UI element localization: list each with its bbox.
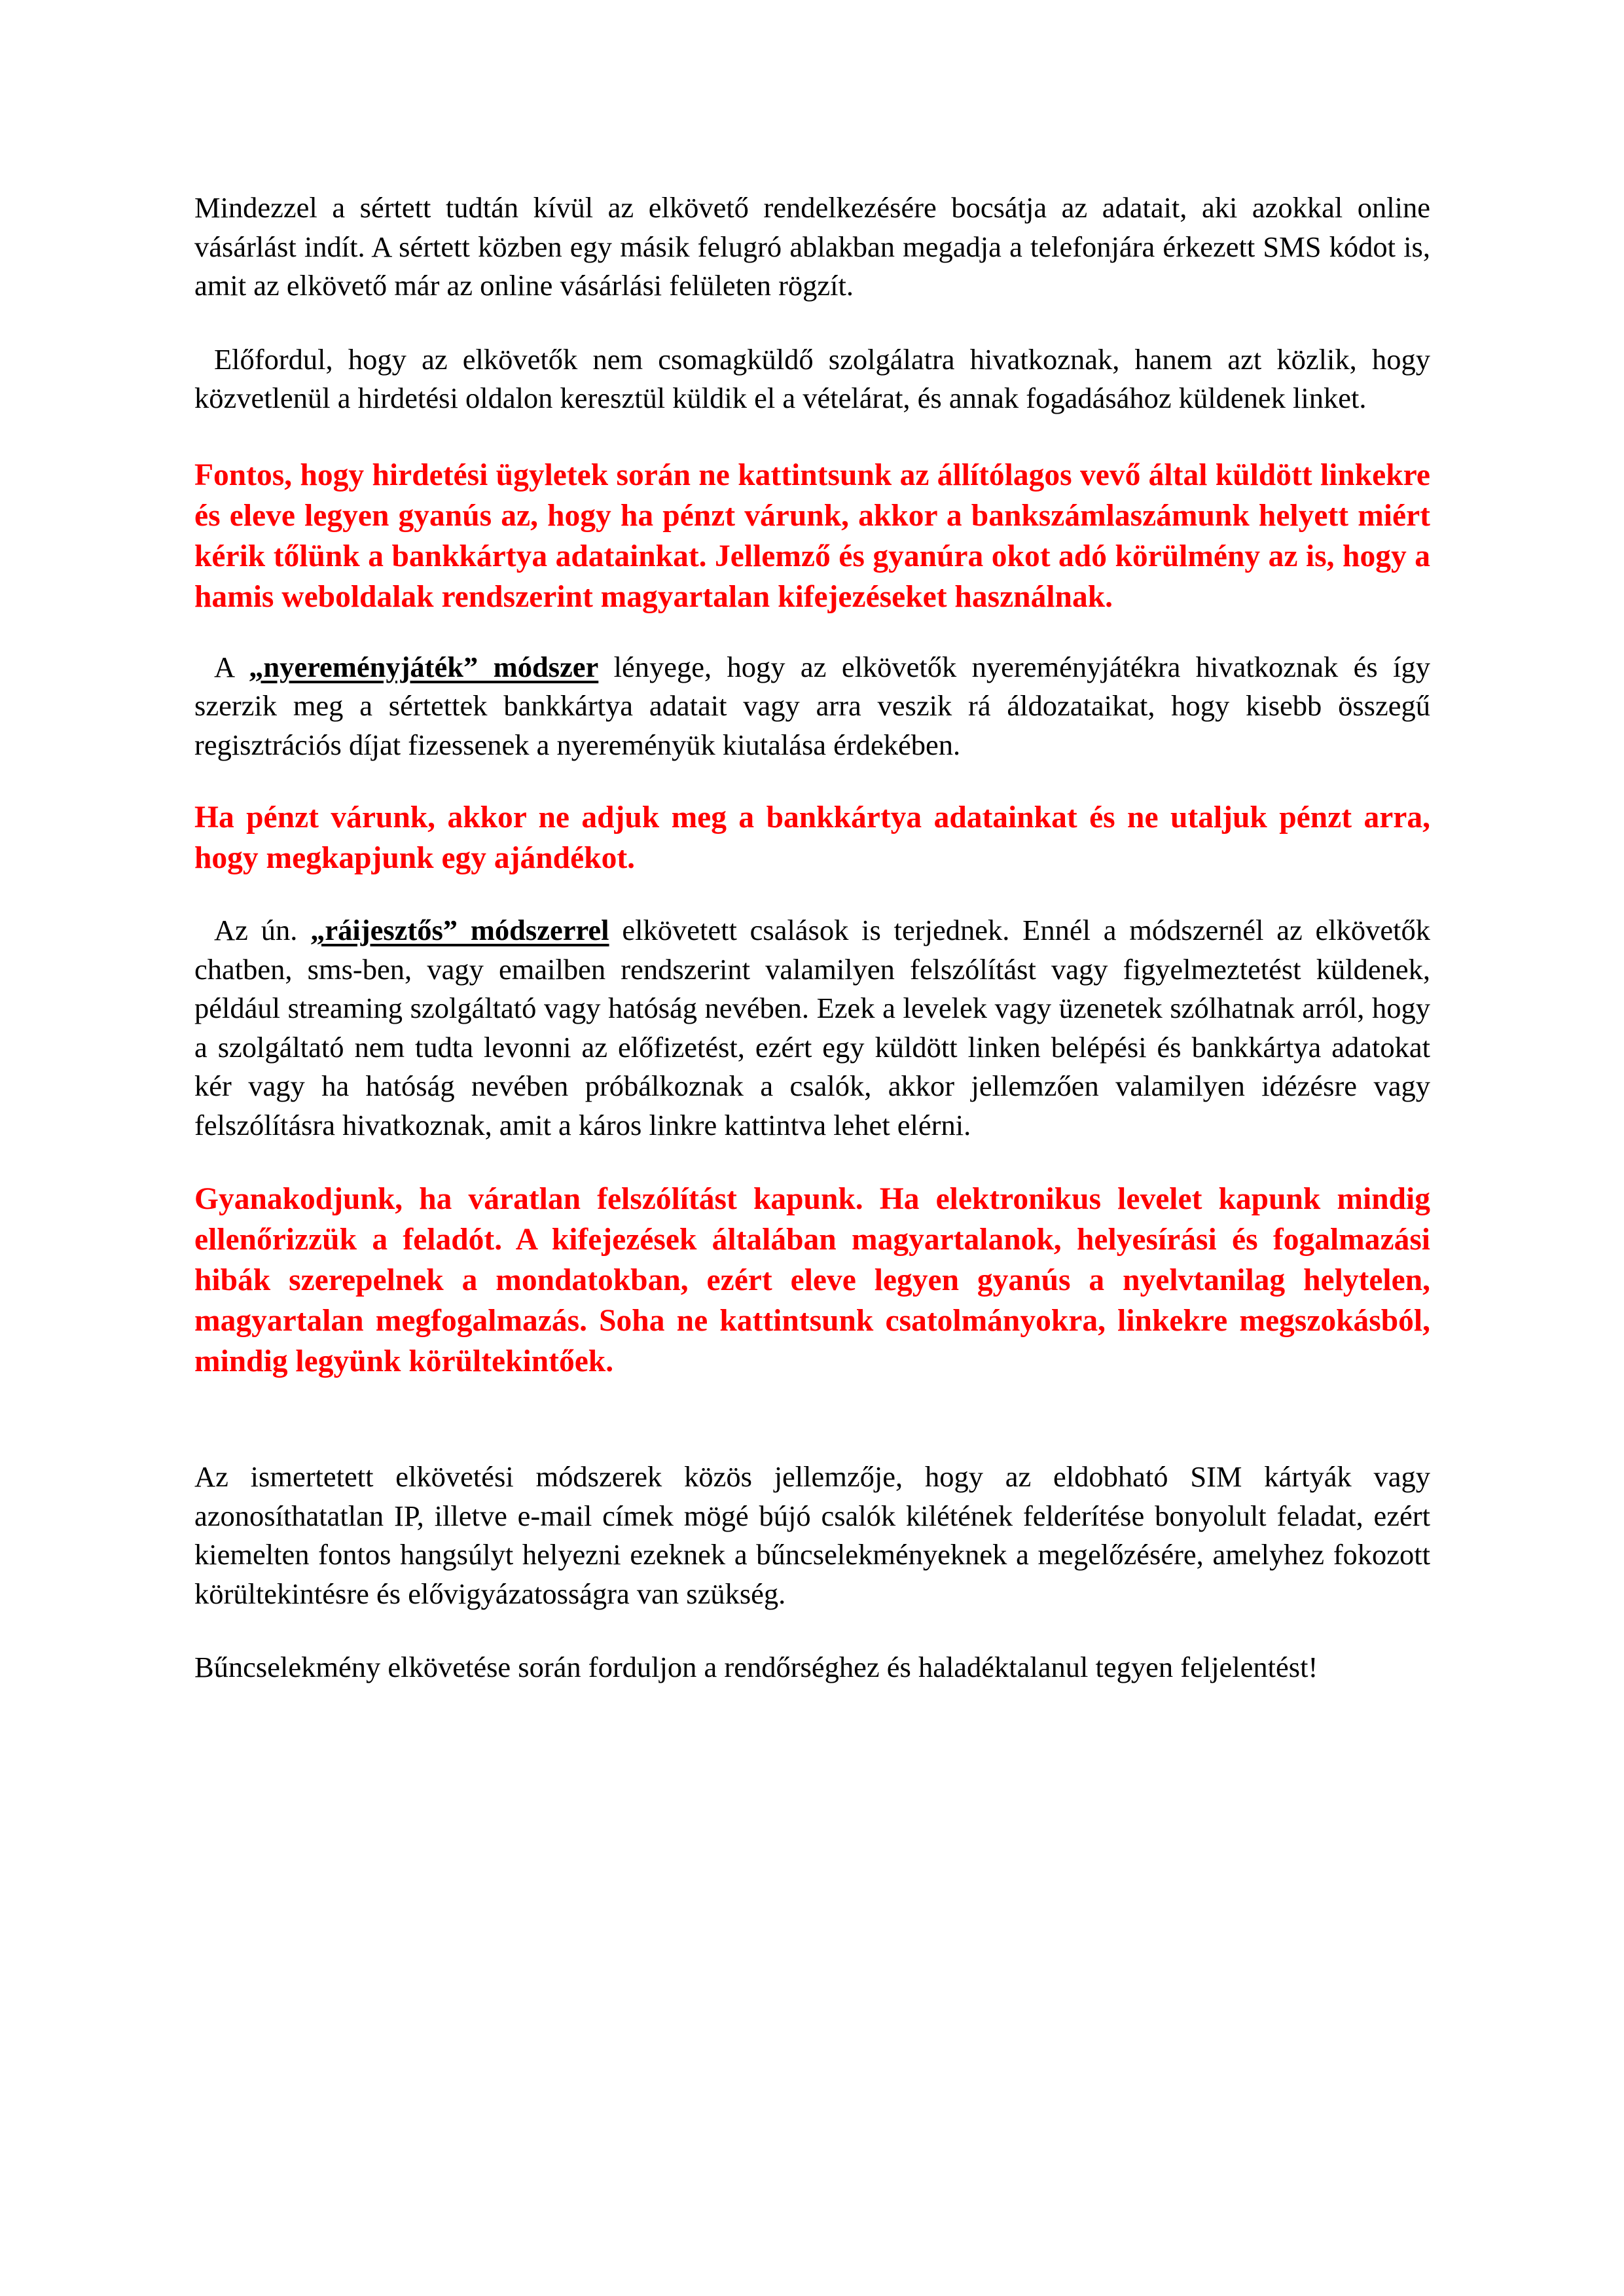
paragraph-direct-payment: Előfordul, hogy az elkövetők nem csomagküldő szolgálatra hivatkoznak, hanem azt közlik, hogy közvetlenül a hirdetési oldalon keresztül küldik el a vételárat, és annak fogadásához küldenek linket.: [194, 342, 1430, 414]
warning-suspicious-messages: Gyanakodjunk, ha váratlan felszólítást kapunk. Ha elektronikus levelet kapunk mindig ellenőrizzük a feladót. A kifejezések általában magyartalanok, helyesírási és fogalmazási hibák szerepelnek a mondatokban, ezért eleve legyen gyanús a nyelvtanilag helytelen, magyartalan megfogalmazás. Soha ne kattintsunk csatolmányokra, linkekre megszokásból, mindig legyünk körültekintőek.: [194, 1182, 1430, 1378]
warning-gift: Ha pénzt várunk, akkor ne adjuk meg a bankkártya adatainkat és ne utaljuk pénzt arra, hogy megkapjunk egy ajándékot.: [194, 800, 1430, 875]
warning-ad-links: Fontos, hogy hirdetési ügyletek során ne kattintsunk az állítólagos vevő által küldött linkekre és eleve legyen gyanús az, hogy ha pénzt várunk, akkor a bankszámlaszámunk helyett miért kérik tőlünk a bankkártya adatainkat. Jellemző és gyanúra okot adó körülmény az is, hogy a hamis weboldalak rendszerint magyartalan kifejezéseket használnak.: [194, 457, 1430, 614]
scare-method-term: „ráijesztős” módszerrel: [310, 914, 609, 946]
prize-game-term: „nyereményjáték” módszer: [249, 650, 599, 683]
scare-intro: Az ún.: [214, 914, 298, 946]
paragraph-report-police: Bűncselekmény elkövetése során forduljon a rendőrséghez és haladéktalanul tegyen feljelentést!: [194, 1651, 1318, 1683]
prize-body: lényege, hogy az elkövetők nyereményjátékra hivatkoznak és így szerzik meg a sértettek bankkártya adatait vagy arra veszik rá áldozataikat, hogy kisebb összegű regisztrációs díjat fizessenek a nyereményük kiutalása érdekében.: [194, 650, 1431, 761]
prize-intro: A: [214, 650, 234, 683]
scare-body: elkövetett csalások is terjednek. Ennél a módszernél az elkövetők chatben, sms-ben, vagy emailben rendszerint valamilyen felszólítást vagy figyelmeztetést küldenek, például streaming szolgáltató vagy hatóság nevében. Ezek a levelek vagy üzenetek szólhatnak arról, hogy a szolgáltató nem tudta levonni az előfizetést, ezért egy küldött linken belépési és bankkártya adatokat kér vagy ha hatóság nevében próbálkoznak a csalók, akkor jellemzően valamilyen idézésre vagy felszólításra hivatkoznak, amit a káros linkre kattintva lehet elérni.: [194, 914, 1431, 1141]
document-page: [194, 188, 1430, 1687]
paragraph-summary: Az ismertetett elkövetési módszerek közös jellemzője, hogy az eldobható SIM kártyák vagy azonosíthatatlan IP, illetve e-mail címek mögé bújó csalók kilétének felderítése bonyolult feladat, ezért kiemelten fontos hangsúlyt helyezni ezeknek a bűncselekményeknek a megelőzésére, amelyhez fokozott körültekintésre és elővigyázatosságra van szükség.: [194, 1460, 1430, 1610]
paragraph-prize-game: [194, 648, 1430, 765]
paragraph-scare-method: [194, 911, 1430, 1145]
paragraph-sms-code: Mindezzel a sértett tudtán kívül az elkövető rendelkezésére bocsátja az adatait, aki azokkal online vásárlást indít. A sértett közben egy másik felugró ablakban megadja a telefonjára érkezett SMS kódot is, amit az elkövető már az online vásárlási felületen rögzít.: [194, 191, 1430, 302]
